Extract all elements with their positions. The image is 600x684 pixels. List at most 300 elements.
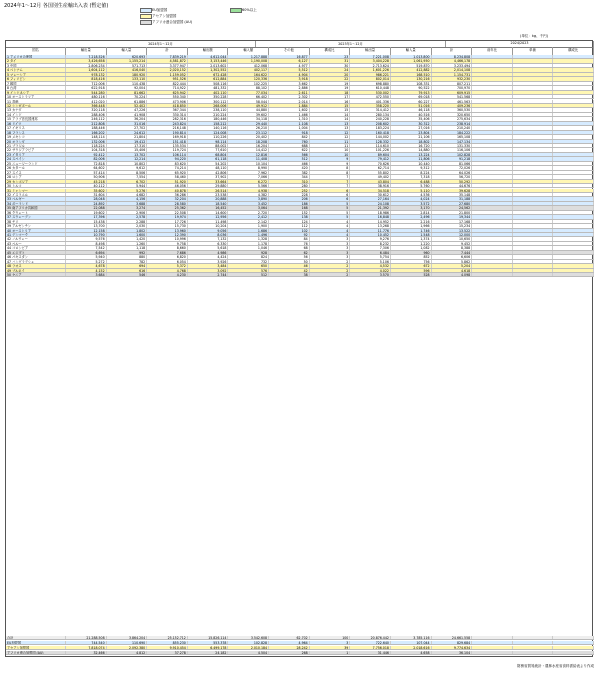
value-cell: 1,260 xyxy=(107,242,148,245)
value-cell: 9 xyxy=(310,157,351,160)
value-cell: 14,952 xyxy=(350,220,391,223)
ratio-cell xyxy=(472,237,513,240)
value-cell: 12,816 xyxy=(228,153,269,156)
value-cell: 5,862 xyxy=(432,260,473,263)
value-cell: 5,276 xyxy=(107,189,148,192)
value-cell: 44,676 xyxy=(432,184,473,187)
value-cell: 550,340 xyxy=(147,95,188,98)
value-cell: 6,702 xyxy=(107,180,148,183)
value-cell: 29,880 xyxy=(188,184,229,187)
value-cell: 31,188 xyxy=(432,197,473,200)
value-cell: 3,233,494 xyxy=(432,64,473,67)
country-cell: 23 イタリア xyxy=(6,153,66,156)
country-cell: 18 フランス xyxy=(6,131,66,134)
country-cell: 22 サウジアラビア xyxy=(6,148,66,151)
value-cell: 112 xyxy=(269,224,310,227)
value-cell: 70,224 xyxy=(107,95,148,98)
value-cell: 732 xyxy=(228,260,269,263)
ratio-cell xyxy=(553,651,594,654)
ratio-cell xyxy=(472,162,513,165)
value-cell: 46 xyxy=(269,264,310,267)
value-cell: 188,446 xyxy=(66,126,107,129)
ratio-cell xyxy=(553,91,594,94)
country-cell: 4 ベトナム xyxy=(6,68,66,71)
value-cell: 8,660 xyxy=(147,246,188,249)
value-cell: 288,406 xyxy=(66,113,107,116)
country-cell: 合計 xyxy=(6,636,66,639)
value-cell: 2,806,234 xyxy=(66,64,107,67)
value-cell: 3,684 xyxy=(66,273,107,276)
ratio-cell xyxy=(472,260,513,263)
country-cell: 28 ロシア xyxy=(6,175,66,178)
value-cell: 8 xyxy=(310,171,351,174)
value-cell: 135,534 xyxy=(147,144,188,147)
ratio-cell xyxy=(472,73,513,76)
ratio-cell xyxy=(513,162,554,165)
value-cell: 576 xyxy=(228,269,269,272)
header-col: その他 xyxy=(269,47,310,55)
ratio-cell xyxy=(553,197,594,200)
value-cell: 13,522 xyxy=(432,229,473,232)
value-cell: 12 xyxy=(310,131,351,134)
value-cell: 320,650 xyxy=(432,113,473,116)
ratio-cell xyxy=(513,117,554,120)
value-cell: 7,444 xyxy=(432,251,473,254)
value-cell: 1,155,214 xyxy=(107,59,148,62)
value-cell: 412,020 xyxy=(66,100,107,103)
value-cell: 124 xyxy=(269,220,310,223)
country-cell: 38 チリ xyxy=(6,220,66,223)
country-cell: 12 シンガポール xyxy=(6,104,66,107)
value-cell: 1,374 xyxy=(391,237,432,240)
value-cell: 992 xyxy=(107,251,148,254)
ratio-cell xyxy=(472,140,513,143)
value-cell: 4,504 xyxy=(228,651,269,654)
value-cell: 986,221 xyxy=(350,73,391,76)
country-cell: 24 スペイン xyxy=(6,157,66,160)
total-row xyxy=(6,646,594,650)
value-cell: 24,892 xyxy=(66,202,107,205)
header-col: 構成比 xyxy=(310,47,351,55)
value-cell: 807,211 xyxy=(432,82,473,85)
ratio-cell xyxy=(513,144,554,147)
value-cell: 39,628 xyxy=(432,189,473,192)
value-cell: 90,522 xyxy=(391,86,432,89)
ratio-cell xyxy=(472,273,513,276)
value-cell: 280,134 xyxy=(350,113,391,116)
value-cell: 17,168 xyxy=(432,220,473,223)
ratio-cell xyxy=(472,135,513,138)
ratio-cell xyxy=(553,144,594,147)
ratio-cell xyxy=(553,135,594,138)
value-cell: 31 xyxy=(310,59,351,62)
header-col: 計 xyxy=(432,47,473,55)
value-cell: 252 xyxy=(269,189,310,192)
value-cell: 4,682 xyxy=(107,193,148,196)
ratio-cell xyxy=(513,157,554,160)
value-cell: 282,316 xyxy=(147,117,188,120)
value-cell: 15,406 xyxy=(107,148,148,151)
legend-swatch xyxy=(140,20,152,25)
ratio-cell xyxy=(513,251,554,254)
country-cell: 14 インド xyxy=(6,113,66,116)
value-cell: 3,064 xyxy=(228,206,269,209)
country-cell: 25 ニュージーランド xyxy=(6,162,66,165)
value-cell: 802,014 xyxy=(350,77,391,80)
value-cell: 530,002 xyxy=(350,91,391,94)
value-cell: 16,877 xyxy=(269,55,310,58)
value-cell: 544,280 xyxy=(66,91,107,94)
value-cell: 107,044 xyxy=(391,641,432,644)
value-cell: 2,020,152 xyxy=(147,68,188,71)
ratio-cell xyxy=(553,68,594,71)
value-cell: 55,802 xyxy=(350,171,391,174)
header-col: 前年比 xyxy=(472,47,513,55)
value-cell: 344 xyxy=(269,175,310,178)
ratio-cell xyxy=(472,646,513,649)
value-cell: 27,164 xyxy=(350,197,391,200)
country-cell: 6 フィリピン xyxy=(6,77,66,80)
value-cell: 16,848 xyxy=(350,215,391,218)
ratio-cell xyxy=(553,108,594,111)
value-cell: 24,182 xyxy=(188,651,229,654)
ratio-cell xyxy=(472,269,513,272)
value-cell: 6,127 xyxy=(269,59,310,62)
value-cell: 3,864,204 xyxy=(107,636,148,639)
ratio-cell xyxy=(513,641,554,644)
value-cell: 83,620 xyxy=(147,162,188,165)
value-cell: 2,092,380 xyxy=(107,646,148,649)
value-cell: 31,016 xyxy=(107,122,148,125)
value-cell: 138 xyxy=(269,215,310,218)
ratio-cell xyxy=(472,220,513,223)
value-cell: 1,013,800 xyxy=(391,55,432,58)
ratio-cell xyxy=(472,246,513,249)
value-cell: 4,022 xyxy=(350,269,391,272)
value-cell: 29,440 xyxy=(228,122,269,125)
value-cell: 49,402 xyxy=(350,175,391,178)
value-cell: 7,318 xyxy=(391,175,432,178)
value-cell: 6,694 xyxy=(66,251,107,254)
value-cell: 21,804 xyxy=(107,135,148,138)
value-cell: 18,208 xyxy=(228,140,269,143)
value-cell: 62,702 xyxy=(269,636,310,639)
country-cell: 35 南アフリカ共和国 xyxy=(6,206,66,209)
value-cell: 2,611 xyxy=(269,91,310,94)
value-cell: 39 xyxy=(310,646,351,649)
value-cell: 81,066 xyxy=(432,162,473,165)
value-cell: 3,662 xyxy=(269,82,310,85)
value-cell: 5,110 xyxy=(391,189,432,192)
value-cell: 2,013,602 xyxy=(188,64,229,67)
value-cell: 13,702 xyxy=(107,153,148,156)
value-cell: 54,202 xyxy=(188,162,229,165)
value-cell: 5,272 xyxy=(66,260,107,263)
page-header xyxy=(0,0,600,40)
value-cell: 4,904 xyxy=(269,73,310,76)
ratio-cell xyxy=(553,646,594,649)
ratio-cell xyxy=(513,193,554,196)
ratio-cell xyxy=(513,73,554,76)
country-cell: 33 ベルギー xyxy=(6,197,66,200)
value-cell: 130,216 xyxy=(391,77,432,80)
ratio-cell xyxy=(472,117,513,120)
ratio-cell xyxy=(513,202,554,205)
value-cell: 2 xyxy=(310,273,351,276)
value-cell: 7,962 xyxy=(228,171,269,174)
legend-label: アフリカ連合加盟国 (AU) xyxy=(152,19,193,24)
value-cell: 268 xyxy=(269,651,310,654)
value-cell: 418,850 xyxy=(147,104,188,107)
value-cell: 10,452 xyxy=(350,233,391,236)
ratio-cell xyxy=(472,131,513,134)
value-cell: 6,330 xyxy=(188,242,229,245)
value-cell: 76 xyxy=(269,242,310,245)
value-cell: 2,578 xyxy=(107,215,148,218)
value-cell: 160,418 xyxy=(350,131,391,134)
value-cell: 152 xyxy=(269,211,310,214)
country-cell: 16 ドイツ xyxy=(6,122,66,125)
value-cell: 2,018,616 xyxy=(391,646,432,649)
country-cell: 31 ミャンマー xyxy=(6,189,66,192)
country-cell: 44 コロンビア xyxy=(6,246,66,249)
ratio-cell xyxy=(553,122,594,125)
legend-swatch xyxy=(140,8,152,13)
ratio-cell xyxy=(553,171,594,174)
value-cell: 12,390 xyxy=(147,233,188,236)
ratio-cell xyxy=(553,113,594,116)
value-cell: 186 xyxy=(269,202,310,205)
value-cell: 21,106 xyxy=(391,135,432,138)
ratio-cell xyxy=(553,148,594,151)
ratio-cell xyxy=(513,64,554,67)
country-cell: 11 香港 xyxy=(6,100,66,103)
value-cell: 6,054 xyxy=(147,260,188,263)
value-cell: 3,688 xyxy=(107,202,148,205)
ratio-cell xyxy=(472,641,513,644)
legend-label: 60%以上 xyxy=(242,7,257,12)
ratio-cell xyxy=(553,180,594,183)
value-cell: 3,484 xyxy=(188,264,229,267)
ratio-cell xyxy=(513,273,554,276)
value-cell: 1,154,731 xyxy=(432,73,473,76)
value-cell: 566 xyxy=(269,153,310,156)
value-cell: 1,118 xyxy=(107,246,148,249)
value-cell: 4,424 xyxy=(188,255,229,258)
value-cell: 11 xyxy=(310,140,351,143)
ratio-cell xyxy=(472,171,513,174)
ratio-cell xyxy=(513,59,554,62)
value-cell: 58,460 xyxy=(147,175,188,178)
value-cell: 147,134 xyxy=(432,140,473,143)
ratio-cell xyxy=(472,206,513,209)
ratio-cell xyxy=(513,651,554,654)
value-cell: 19,412 xyxy=(107,140,148,143)
country-cell: 8 台湾 xyxy=(6,86,66,89)
value-cell: 824 xyxy=(228,255,269,258)
value-cell: 512 xyxy=(269,157,310,160)
value-cell: 101,226 xyxy=(350,148,391,151)
value-cell: 32,466 xyxy=(66,651,107,654)
ratio-cell xyxy=(553,264,594,267)
value-cell: 1,746 xyxy=(391,229,432,232)
value-cell: 13,960 xyxy=(147,229,188,232)
value-cell: 238,914 xyxy=(432,122,473,125)
value-cell: 3,918 xyxy=(269,77,310,80)
header-group-2023: 2023年1〜12月 xyxy=(256,41,446,47)
ratio-cell xyxy=(513,255,554,258)
value-cell: 481,332 xyxy=(188,86,229,89)
ratio-cell xyxy=(513,229,554,232)
value-cell: 5,106 xyxy=(350,260,391,263)
value-cell: 10,996 xyxy=(147,237,188,240)
value-cell: 546 xyxy=(107,273,148,276)
value-cell: 519,870 xyxy=(391,64,432,67)
value-cell: 210,240 xyxy=(432,126,473,129)
value-cell: 110,690 xyxy=(107,641,148,644)
value-cell: 2 xyxy=(310,269,351,272)
value-cell: 24,612 xyxy=(107,131,148,134)
ratio-cell xyxy=(472,55,513,58)
value-cell: 27,016 xyxy=(391,126,432,129)
value-cell: 2,713,624 xyxy=(350,64,391,67)
value-cell: 7 xyxy=(310,175,351,178)
value-cell: 246,112 xyxy=(66,117,107,120)
value-cell: 1,082 xyxy=(391,246,432,249)
value-cell: 11 xyxy=(310,144,351,147)
value-cell: 6 xyxy=(310,197,351,200)
ratio-cell xyxy=(513,180,554,183)
ratio-cell xyxy=(472,59,513,62)
ratio-cell xyxy=(513,91,554,94)
value-cell: 280 xyxy=(269,184,310,187)
value-cell: 16,720 xyxy=(391,144,432,147)
value-cell: 1,602 xyxy=(269,108,310,111)
value-cell: 238,110 xyxy=(188,108,229,111)
ratio-cell xyxy=(513,224,554,227)
value-cell: 30 xyxy=(310,64,351,67)
value-cell: 64,602 xyxy=(66,166,107,169)
value-cell: 367,344 xyxy=(147,108,188,111)
value-cell: 10,204 xyxy=(188,224,229,227)
value-cell: 8,232 xyxy=(350,242,391,245)
value-cell: 51,920 xyxy=(147,180,188,183)
value-cell: 4,230 xyxy=(147,273,188,276)
value-cell: 650 xyxy=(228,264,269,267)
value-cell: 1 xyxy=(310,651,351,654)
value-cell: 64,026 xyxy=(432,171,473,174)
value-cell: 23 xyxy=(310,55,351,58)
value-cell: 4,536 xyxy=(391,193,432,196)
value-cell: 7,756,018 xyxy=(350,646,391,649)
value-cell: 15,826,114 xyxy=(188,636,229,639)
value-cell: 4,382 xyxy=(228,193,269,196)
ratio-cell xyxy=(472,255,513,258)
header-col: 輸出量 xyxy=(66,47,107,55)
value-cell: 42,806 xyxy=(188,171,229,174)
value-cell: 102 xyxy=(269,229,310,232)
ratio-cell xyxy=(513,246,554,249)
value-cell: 2,886 xyxy=(269,86,310,89)
ratio-cell xyxy=(513,95,554,98)
ratio-cell xyxy=(472,175,513,178)
header-country: 国名 xyxy=(6,47,66,55)
value-cell: 92,412 xyxy=(66,153,107,156)
ratio-cell xyxy=(553,95,594,98)
ratio-cell xyxy=(553,211,594,214)
value-cell: 4 xyxy=(310,224,351,227)
value-cell: 26,514 xyxy=(188,189,229,192)
value-cell: 714,922 xyxy=(147,86,188,89)
value-cell: 466 xyxy=(269,162,310,165)
value-cell: 4,938 xyxy=(228,189,269,192)
value-cell: 14 xyxy=(310,117,351,120)
value-cell: 180,446 xyxy=(188,117,229,120)
value-cell: 3,785,116 xyxy=(391,636,432,639)
value-cell: 1,900 xyxy=(228,224,269,227)
value-cell: 68 xyxy=(269,246,310,249)
ratio-cell xyxy=(553,162,594,165)
value-cell: 855,230 xyxy=(147,641,188,644)
value-cell: 528 xyxy=(391,273,432,276)
value-cell: 11,408 xyxy=(228,157,269,160)
value-cell: 1,220 xyxy=(391,242,432,245)
ratio-cell xyxy=(513,77,554,80)
value-cell: 35,406 xyxy=(391,117,432,120)
value-cell: 416,040 xyxy=(107,68,148,71)
header-group-2024: 2024年1〜12月 xyxy=(66,41,256,47)
value-cell: 15,234 xyxy=(432,224,473,227)
value-cell: 3,542,608 xyxy=(228,636,269,639)
value-cell: 43,804 xyxy=(350,180,391,183)
value-cell: 132,006 xyxy=(66,140,107,143)
value-cell: 4,532 xyxy=(350,264,391,267)
legend-label: EU加盟国 xyxy=(152,7,168,12)
value-cell: 3 xyxy=(310,641,351,644)
value-cell: 4,768 xyxy=(147,269,188,272)
country-cell: 37 スウェーデン xyxy=(6,215,66,218)
ratio-cell xyxy=(553,242,594,245)
value-cell: 9,774,634 xyxy=(432,646,473,649)
value-cell: 5 xyxy=(310,206,351,209)
value-cell: 24,108 xyxy=(350,202,391,205)
value-cell: 473,906 xyxy=(147,100,188,103)
value-cell: 49,912 xyxy=(228,104,269,107)
value-cell: 12,000 xyxy=(432,233,473,236)
value-cell: 842 xyxy=(269,135,310,138)
country-cell: 45 エジプト xyxy=(6,251,66,254)
value-cell: 21,392 xyxy=(350,206,391,209)
value-cell: 4,156 xyxy=(107,197,148,200)
value-cell: 1,548 xyxy=(391,233,432,236)
value-cell: 8 xyxy=(310,166,351,169)
value-cell: 33,664 xyxy=(188,180,229,183)
value-cell: 45,218 xyxy=(66,180,107,183)
ratio-cell xyxy=(553,153,594,156)
value-cell: 114,610 xyxy=(350,144,391,147)
ratio-cell xyxy=(513,55,554,58)
value-cell: 3,404,228 xyxy=(350,59,391,62)
value-cell: 65,920 xyxy=(147,171,188,174)
country-cell: 48 ラオス xyxy=(6,264,66,267)
ratio-cell xyxy=(472,126,513,129)
country-cell: 15 アラブ首長国連邦 xyxy=(6,117,66,120)
value-cell: 2 xyxy=(310,260,351,263)
country-cell: 13 カナダ xyxy=(6,108,66,111)
value-cell: 30,612 xyxy=(350,193,391,196)
value-cell: 58,044 xyxy=(228,100,269,103)
value-cell: 66,402 xyxy=(228,95,269,98)
